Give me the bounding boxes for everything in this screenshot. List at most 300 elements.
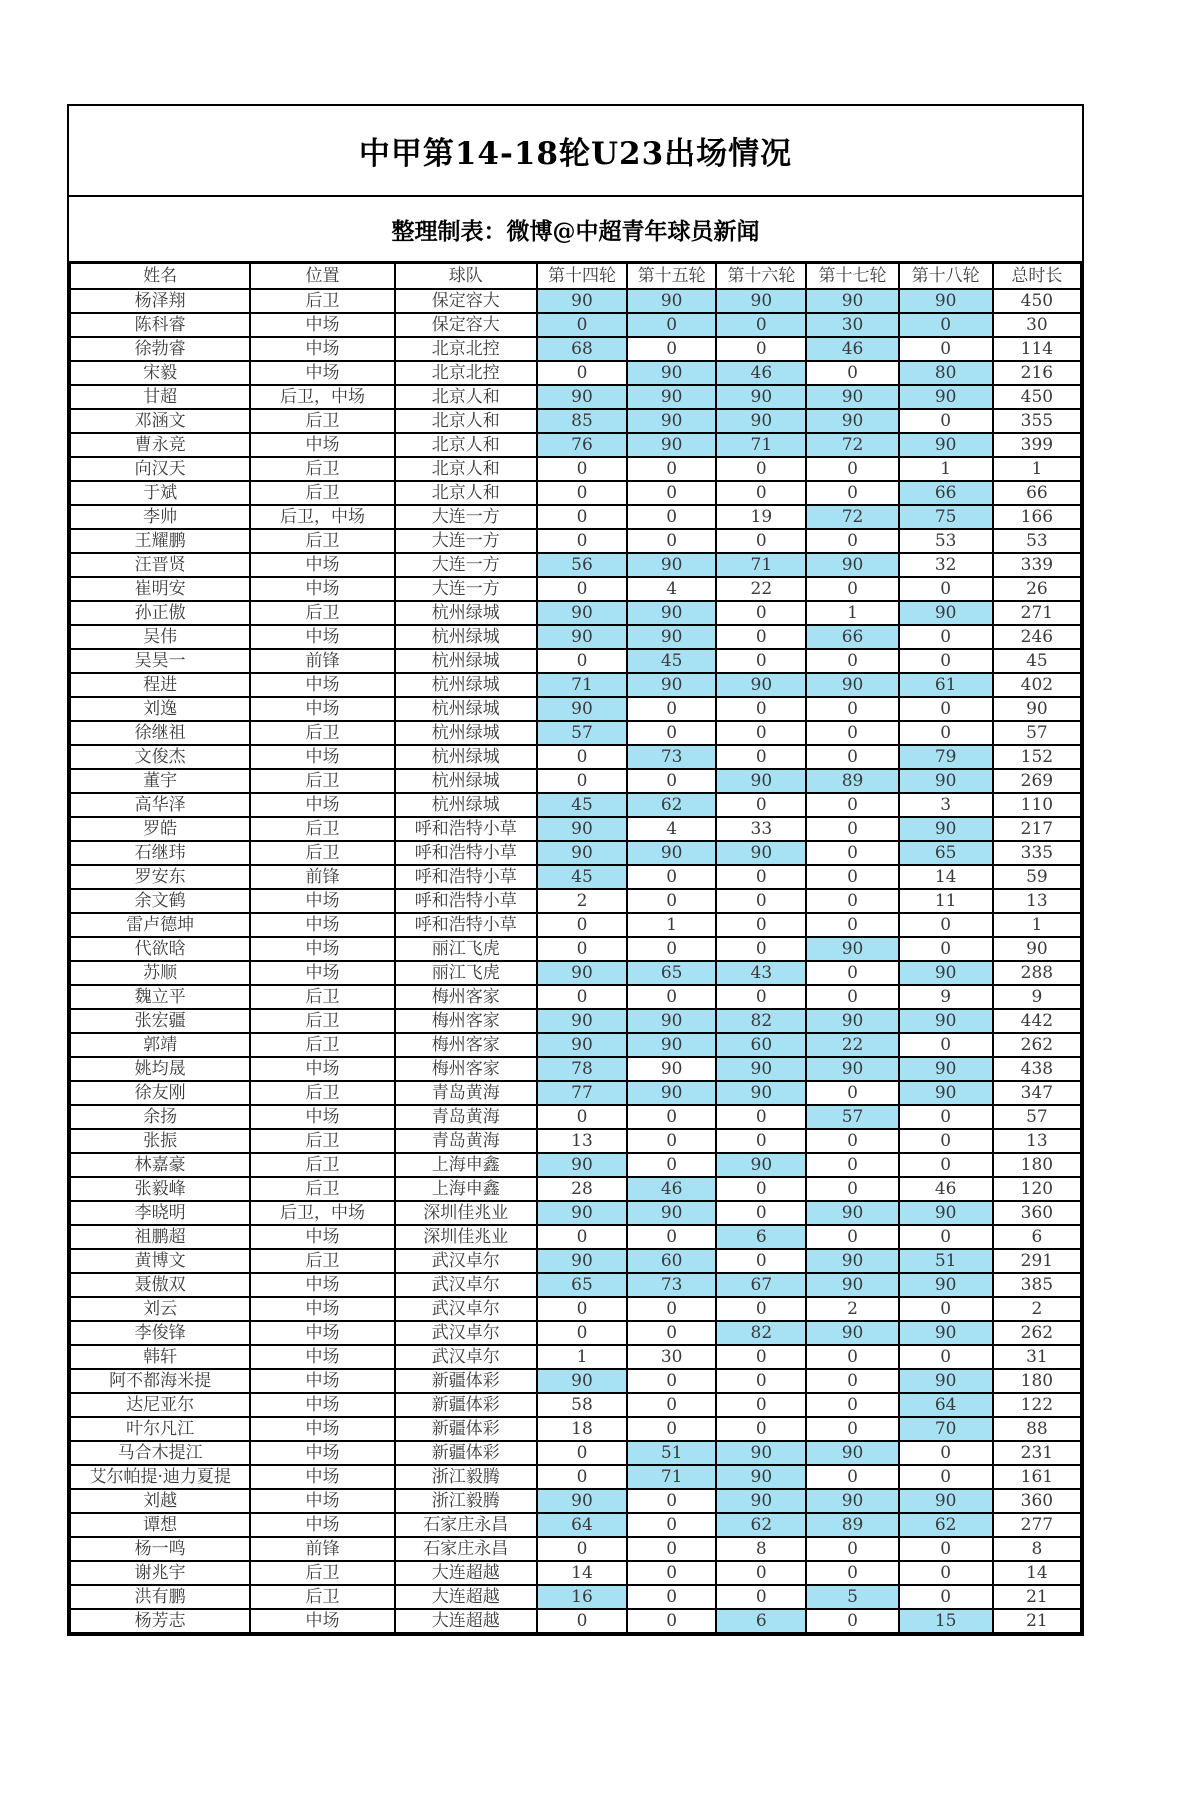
round-18-minutes-cell: 0 [899, 937, 993, 961]
round-17-minutes-cell: 90 [806, 1441, 898, 1465]
round-16-minutes-cell: 90 [716, 1465, 806, 1489]
round-17-minutes-cell: 0 [806, 1537, 898, 1561]
table-row [70, 1465, 1081, 1489]
player-name-cell: 苏顺 [70, 961, 250, 985]
round-16-minutes-cell: 90 [716, 1057, 806, 1081]
col-header-total: 总时长 [993, 263, 1081, 289]
team-cell: 新疆体彩 [395, 1369, 537, 1393]
round-18-minutes-cell: 64 [899, 1393, 993, 1417]
player-name-cell: 徐继祖 [70, 721, 250, 745]
round-15-minutes-cell: 0 [627, 1321, 716, 1345]
total-minutes-cell: 180 [993, 1153, 1081, 1177]
position-cell: 中场 [250, 697, 394, 721]
round-16-minutes-cell: 46 [716, 361, 806, 385]
round-18-minutes-cell: 90 [899, 961, 993, 985]
round-18-minutes-cell: 90 [899, 601, 993, 625]
round-16-minutes-cell: 90 [716, 1441, 806, 1465]
round-14-minutes-cell: 14 [537, 1561, 627, 1585]
team-cell: 保定容大 [395, 313, 537, 337]
total-minutes-cell: 399 [993, 433, 1081, 457]
team-cell: 深圳佳兆业 [395, 1225, 537, 1249]
round-16-minutes-cell: 0 [716, 865, 806, 889]
total-minutes-cell: 88 [993, 1417, 1081, 1441]
round-17-minutes-cell: 0 [806, 1393, 898, 1417]
round-15-minutes-cell: 90 [627, 1009, 716, 1033]
round-16-minutes-cell: 90 [716, 1489, 806, 1513]
table-row [70, 913, 1081, 937]
round-15-minutes-cell: 90 [627, 385, 716, 409]
table-row [70, 673, 1081, 697]
team-cell: 武汉卓尔 [395, 1345, 537, 1369]
position-cell: 中场 [250, 889, 394, 913]
position-cell: 中场 [250, 1273, 394, 1297]
team-cell: 大连一方 [395, 529, 537, 553]
total-minutes-cell: 31 [993, 1345, 1081, 1369]
team-cell: 武汉卓尔 [395, 1249, 537, 1273]
round-16-minutes-cell: 0 [716, 1393, 806, 1417]
team-cell: 北京北控 [395, 361, 537, 385]
round-16-minutes-cell: 82 [716, 1321, 806, 1345]
round-15-minutes-cell: 0 [627, 1513, 716, 1537]
table-row [70, 889, 1081, 913]
position-cell: 后卫 [250, 529, 394, 553]
player-name-cell: 王耀鹏 [70, 529, 250, 553]
total-minutes-cell: 288 [993, 961, 1081, 985]
total-minutes-cell: 277 [993, 1513, 1081, 1537]
round-15-minutes-cell: 90 [627, 1033, 716, 1057]
total-minutes-cell: 6 [993, 1225, 1081, 1249]
round-15-minutes-cell: 0 [627, 1129, 716, 1153]
player-name-cell: 程进 [70, 673, 250, 697]
position-cell: 中场 [250, 1057, 394, 1081]
round-15-minutes-cell: 46 [627, 1177, 716, 1201]
team-cell: 呼和浩特小草 [395, 817, 537, 841]
total-minutes-cell: 360 [993, 1489, 1081, 1513]
table-row [70, 1201, 1081, 1225]
round-14-minutes-cell: 45 [537, 865, 627, 889]
position-cell: 后卫 [250, 841, 394, 865]
round-16-minutes-cell: 0 [716, 1249, 806, 1273]
player-name-cell: 罗皓 [70, 817, 250, 841]
round-15-minutes-cell: 90 [627, 625, 716, 649]
round-18-minutes-cell: 9 [899, 985, 993, 1009]
position-cell: 中场 [250, 337, 394, 361]
round-14-minutes-cell: 0 [537, 913, 627, 937]
total-minutes-cell: 66 [993, 481, 1081, 505]
round-15-minutes-cell: 0 [627, 769, 716, 793]
round-15-minutes-cell: 0 [627, 889, 716, 913]
table-row [70, 1033, 1081, 1057]
table-row [70, 625, 1081, 649]
table-row [70, 457, 1081, 481]
table-row [70, 1441, 1081, 1465]
team-cell: 青岛黄海 [395, 1129, 537, 1153]
page-subtitle: 整理制表：微博@中超青年球员新闻 [69, 197, 1082, 262]
round-15-minutes-cell: 90 [627, 601, 716, 625]
position-cell: 后卫，中场 [250, 1201, 394, 1225]
round-18-minutes-cell: 90 [899, 289, 993, 313]
round-16-minutes-cell: 90 [716, 673, 806, 697]
round-17-minutes-cell: 90 [806, 1321, 898, 1345]
round-18-minutes-cell: 90 [899, 1369, 993, 1393]
player-name-cell: 崔明安 [70, 577, 250, 601]
table-row [70, 865, 1081, 889]
total-minutes-cell: 269 [993, 769, 1081, 793]
position-cell: 后卫 [250, 457, 394, 481]
round-17-minutes-cell: 0 [806, 457, 898, 481]
round-16-minutes-cell: 19 [716, 505, 806, 529]
team-cell: 梅州客家 [395, 1033, 537, 1057]
round-18-minutes-cell: 90 [899, 1273, 993, 1297]
total-minutes-cell: 1 [993, 913, 1081, 937]
round-15-minutes-cell: 0 [627, 529, 716, 553]
round-14-minutes-cell: 90 [537, 385, 627, 409]
round-15-minutes-cell: 0 [627, 1609, 716, 1633]
col-header-round-14: 第十四轮 [537, 263, 627, 289]
round-15-minutes-cell: 73 [627, 1273, 716, 1297]
round-17-minutes-cell: 0 [806, 793, 898, 817]
player-name-cell: 洪有鹏 [70, 1585, 250, 1609]
position-cell: 后卫 [250, 721, 394, 745]
player-name-cell: 罗安东 [70, 865, 250, 889]
round-18-minutes-cell: 90 [899, 1489, 993, 1513]
position-cell: 中场 [250, 1369, 394, 1393]
total-minutes-cell: 450 [993, 289, 1081, 313]
total-minutes-cell: 262 [993, 1033, 1081, 1057]
total-minutes-cell: 271 [993, 601, 1081, 625]
round-15-minutes-cell: 0 [627, 1153, 716, 1177]
table-row [70, 649, 1081, 673]
round-16-minutes-cell: 90 [716, 385, 806, 409]
round-14-minutes-cell: 58 [537, 1393, 627, 1417]
round-17-minutes-cell: 2 [806, 1297, 898, 1321]
round-16-minutes-cell: 0 [716, 313, 806, 337]
round-14-minutes-cell: 28 [537, 1177, 627, 1201]
player-name-cell: 张毅峰 [70, 1177, 250, 1201]
round-14-minutes-cell: 16 [537, 1585, 627, 1609]
round-14-minutes-cell: 0 [537, 1105, 627, 1129]
table-row [70, 409, 1081, 433]
team-cell: 大连一方 [395, 577, 537, 601]
round-14-minutes-cell: 45 [537, 793, 627, 817]
player-name-cell: 余文鹤 [70, 889, 250, 913]
round-14-minutes-cell: 90 [537, 1033, 627, 1057]
position-cell: 中场 [250, 673, 394, 697]
round-18-minutes-cell: 14 [899, 865, 993, 889]
position-cell: 后卫 [250, 289, 394, 313]
player-name-cell: 聂傲双 [70, 1273, 250, 1297]
position-cell: 后卫 [250, 769, 394, 793]
round-14-minutes-cell: 0 [537, 649, 627, 673]
col-header-round-15: 第十五轮 [627, 263, 716, 289]
position-cell: 中场 [250, 1441, 394, 1465]
header-row [70, 263, 1081, 289]
player-name-cell: 曹永竞 [70, 433, 250, 457]
round-18-minutes-cell: 0 [899, 1225, 993, 1249]
total-minutes-cell: 13 [993, 1129, 1081, 1153]
round-17-minutes-cell: 0 [806, 1561, 898, 1585]
player-name-cell: 刘越 [70, 1489, 250, 1513]
player-name-cell: 李帅 [70, 505, 250, 529]
round-14-minutes-cell: 0 [537, 1321, 627, 1345]
position-cell: 后卫 [250, 1009, 394, 1033]
round-18-minutes-cell: 70 [899, 1417, 993, 1441]
table-row [70, 337, 1081, 361]
total-minutes-cell: 450 [993, 385, 1081, 409]
total-minutes-cell: 442 [993, 1009, 1081, 1033]
round-18-minutes-cell: 51 [899, 1249, 993, 1273]
col-header-round-18: 第十八轮 [899, 263, 993, 289]
table-row [70, 1273, 1081, 1297]
round-16-minutes-cell: 0 [716, 1297, 806, 1321]
round-16-minutes-cell: 0 [716, 457, 806, 481]
round-14-minutes-cell: 90 [537, 697, 627, 721]
table-row [70, 817, 1081, 841]
round-18-minutes-cell: 0 [899, 913, 993, 937]
round-17-minutes-cell: 90 [806, 1201, 898, 1225]
total-minutes-cell: 30 [993, 313, 1081, 337]
team-cell: 梅州客家 [395, 1057, 537, 1081]
position-cell: 后卫 [250, 1081, 394, 1105]
round-15-minutes-cell: 73 [627, 745, 716, 769]
player-name-cell: 陈科睿 [70, 313, 250, 337]
round-14-minutes-cell: 90 [537, 817, 627, 841]
total-minutes-cell: 90 [993, 697, 1081, 721]
position-cell: 后卫 [250, 1561, 394, 1585]
total-minutes-cell: 262 [993, 1321, 1081, 1345]
round-18-minutes-cell: 90 [899, 1201, 993, 1225]
team-cell: 杭州绿城 [395, 745, 537, 769]
total-minutes-cell: 45 [993, 649, 1081, 673]
round-18-minutes-cell: 0 [899, 1465, 993, 1489]
team-cell: 浙江毅腾 [395, 1489, 537, 1513]
round-14-minutes-cell: 90 [537, 1201, 627, 1225]
round-14-minutes-cell: 18 [537, 1417, 627, 1441]
spreadsheet-table-container [67, 104, 1084, 1636]
round-15-minutes-cell: 90 [627, 553, 716, 577]
round-15-minutes-cell: 90 [627, 433, 716, 457]
round-16-minutes-cell: 0 [716, 937, 806, 961]
round-15-minutes-cell: 45 [627, 649, 716, 673]
player-name-cell: 邓涵文 [70, 409, 250, 433]
round-17-minutes-cell: 0 [806, 481, 898, 505]
round-17-minutes-cell: 0 [806, 889, 898, 913]
player-name-cell: 于斌 [70, 481, 250, 505]
round-15-minutes-cell: 90 [627, 841, 716, 865]
position-cell: 中场 [250, 1513, 394, 1537]
total-minutes-cell: 9 [993, 985, 1081, 1009]
round-17-minutes-cell: 89 [806, 769, 898, 793]
round-18-minutes-cell: 90 [899, 1057, 993, 1081]
round-14-minutes-cell: 90 [537, 961, 627, 985]
round-16-minutes-cell: 0 [716, 721, 806, 745]
round-16-minutes-cell: 0 [716, 913, 806, 937]
round-18-minutes-cell: 0 [899, 337, 993, 361]
round-18-minutes-cell: 0 [899, 1033, 993, 1057]
total-minutes-cell: 110 [993, 793, 1081, 817]
round-17-minutes-cell: 90 [806, 1057, 898, 1081]
round-14-minutes-cell: 0 [537, 313, 627, 337]
round-18-minutes-cell: 0 [899, 1153, 993, 1177]
round-17-minutes-cell: 0 [806, 1177, 898, 1201]
round-15-minutes-cell: 90 [627, 1081, 716, 1105]
round-16-minutes-cell: 0 [716, 625, 806, 649]
round-15-minutes-cell: 0 [627, 481, 716, 505]
round-16-minutes-cell: 0 [716, 1129, 806, 1153]
round-15-minutes-cell: 90 [627, 1057, 716, 1081]
team-cell: 丽江飞虎 [395, 961, 537, 985]
round-17-minutes-cell: 90 [806, 1009, 898, 1033]
round-17-minutes-cell: 1 [806, 601, 898, 625]
round-18-minutes-cell: 90 [899, 1081, 993, 1105]
round-14-minutes-cell: 65 [537, 1273, 627, 1297]
round-14-minutes-cell: 90 [537, 601, 627, 625]
position-cell: 中场 [250, 1225, 394, 1249]
col-header-name: 姓名 [70, 263, 250, 289]
player-name-cell: 张宏疆 [70, 1009, 250, 1033]
position-cell: 中场 [250, 1489, 394, 1513]
round-16-minutes-cell: 6 [716, 1609, 806, 1633]
table-row [70, 1369, 1081, 1393]
player-name-cell: 董宇 [70, 769, 250, 793]
table-row [70, 1417, 1081, 1441]
round-14-minutes-cell: 85 [537, 409, 627, 433]
team-cell: 武汉卓尔 [395, 1297, 537, 1321]
player-name-cell: 达尼亚尔 [70, 1393, 250, 1417]
round-17-minutes-cell: 0 [806, 841, 898, 865]
round-18-minutes-cell: 15 [899, 1609, 993, 1633]
round-15-minutes-cell: 0 [627, 1225, 716, 1249]
team-cell: 杭州绿城 [395, 673, 537, 697]
table-row [70, 1345, 1081, 1369]
round-16-minutes-cell: 0 [716, 337, 806, 361]
position-cell: 后卫 [250, 1129, 394, 1153]
round-16-minutes-cell: 90 [716, 769, 806, 793]
player-name-cell: 马合木提江 [70, 1441, 250, 1465]
round-15-minutes-cell: 0 [627, 337, 716, 361]
round-15-minutes-cell: 0 [627, 865, 716, 889]
table-row [70, 529, 1081, 553]
round-17-minutes-cell: 90 [806, 409, 898, 433]
u23-appearance-table [69, 262, 1082, 1634]
player-name-cell: 石继玮 [70, 841, 250, 865]
round-18-minutes-cell: 0 [899, 577, 993, 601]
round-18-minutes-cell: 0 [899, 1561, 993, 1585]
round-15-minutes-cell: 0 [627, 457, 716, 481]
round-14-minutes-cell: 90 [537, 1489, 627, 1513]
position-cell: 中场 [250, 1345, 394, 1369]
round-15-minutes-cell: 60 [627, 1249, 716, 1273]
team-cell: 新疆体彩 [395, 1441, 537, 1465]
round-16-minutes-cell: 0 [716, 985, 806, 1009]
player-name-cell: 代欲晗 [70, 937, 250, 961]
team-cell: 青岛黄海 [395, 1081, 537, 1105]
round-16-minutes-cell: 0 [716, 745, 806, 769]
player-name-cell: 徐友刚 [70, 1081, 250, 1105]
round-16-minutes-cell: 90 [716, 1081, 806, 1105]
team-cell: 北京人和 [395, 385, 537, 409]
table-row [70, 1537, 1081, 1561]
table-row [70, 937, 1081, 961]
round-16-minutes-cell: 60 [716, 1033, 806, 1057]
player-name-cell: 阿不都海米提 [70, 1369, 250, 1393]
team-cell: 呼和浩特小草 [395, 841, 537, 865]
total-minutes-cell: 152 [993, 745, 1081, 769]
round-15-minutes-cell: 90 [627, 361, 716, 385]
round-18-minutes-cell: 79 [899, 745, 993, 769]
team-cell: 石家庄永昌 [395, 1537, 537, 1561]
round-18-minutes-cell: 0 [899, 649, 993, 673]
position-cell: 前锋 [250, 865, 394, 889]
round-14-minutes-cell: 77 [537, 1081, 627, 1105]
round-18-minutes-cell: 53 [899, 529, 993, 553]
team-cell: 杭州绿城 [395, 721, 537, 745]
round-17-minutes-cell: 0 [806, 1465, 898, 1489]
round-14-minutes-cell: 0 [537, 985, 627, 1009]
round-16-minutes-cell: 0 [716, 697, 806, 721]
round-15-minutes-cell: 4 [627, 577, 716, 601]
player-name-cell: 张振 [70, 1129, 250, 1153]
round-17-minutes-cell: 46 [806, 337, 898, 361]
round-18-minutes-cell: 65 [899, 841, 993, 865]
player-name-cell: 祖鹏超 [70, 1225, 250, 1249]
round-16-minutes-cell: 6 [716, 1225, 806, 1249]
round-18-minutes-cell: 66 [899, 481, 993, 505]
table-row [70, 1225, 1081, 1249]
table-row [70, 601, 1081, 625]
round-16-minutes-cell: 8 [716, 1537, 806, 1561]
player-name-cell: 甘超 [70, 385, 250, 409]
position-cell: 前锋 [250, 649, 394, 673]
table-row [70, 1249, 1081, 1273]
position-cell: 后卫 [250, 817, 394, 841]
round-16-minutes-cell: 0 [716, 1105, 806, 1129]
table-row [70, 577, 1081, 601]
team-cell: 青岛黄海 [395, 1105, 537, 1129]
team-cell: 新疆体彩 [395, 1393, 537, 1417]
round-17-minutes-cell: 0 [806, 361, 898, 385]
round-17-minutes-cell: 57 [806, 1105, 898, 1129]
total-minutes-cell: 57 [993, 1105, 1081, 1129]
team-cell: 杭州绿城 [395, 697, 537, 721]
round-18-minutes-cell: 11 [899, 889, 993, 913]
position-cell: 中场 [250, 553, 394, 577]
player-name-cell: 黄博文 [70, 1249, 250, 1273]
table-row [70, 1585, 1081, 1609]
player-name-cell: 杨芳志 [70, 1609, 250, 1633]
table-row [70, 745, 1081, 769]
table-row [70, 385, 1081, 409]
round-14-minutes-cell: 0 [537, 1225, 627, 1249]
round-15-minutes-cell: 0 [627, 697, 716, 721]
player-name-cell: 魏立平 [70, 985, 250, 1009]
round-14-minutes-cell: 0 [537, 577, 627, 601]
table-row [70, 961, 1081, 985]
position-cell: 后卫，中场 [250, 385, 394, 409]
total-minutes-cell: 21 [993, 1609, 1081, 1633]
table-row [70, 1129, 1081, 1153]
player-name-cell: 谢兆宇 [70, 1561, 250, 1585]
round-17-minutes-cell: 72 [806, 433, 898, 457]
total-minutes-cell: 53 [993, 529, 1081, 553]
position-cell: 后卫 [250, 481, 394, 505]
total-minutes-cell: 231 [993, 1441, 1081, 1465]
position-cell: 中场 [250, 433, 394, 457]
player-name-cell: 刘逸 [70, 697, 250, 721]
position-cell: 后卫 [250, 1153, 394, 1177]
round-18-minutes-cell: 0 [899, 721, 993, 745]
table-row [70, 1321, 1081, 1345]
